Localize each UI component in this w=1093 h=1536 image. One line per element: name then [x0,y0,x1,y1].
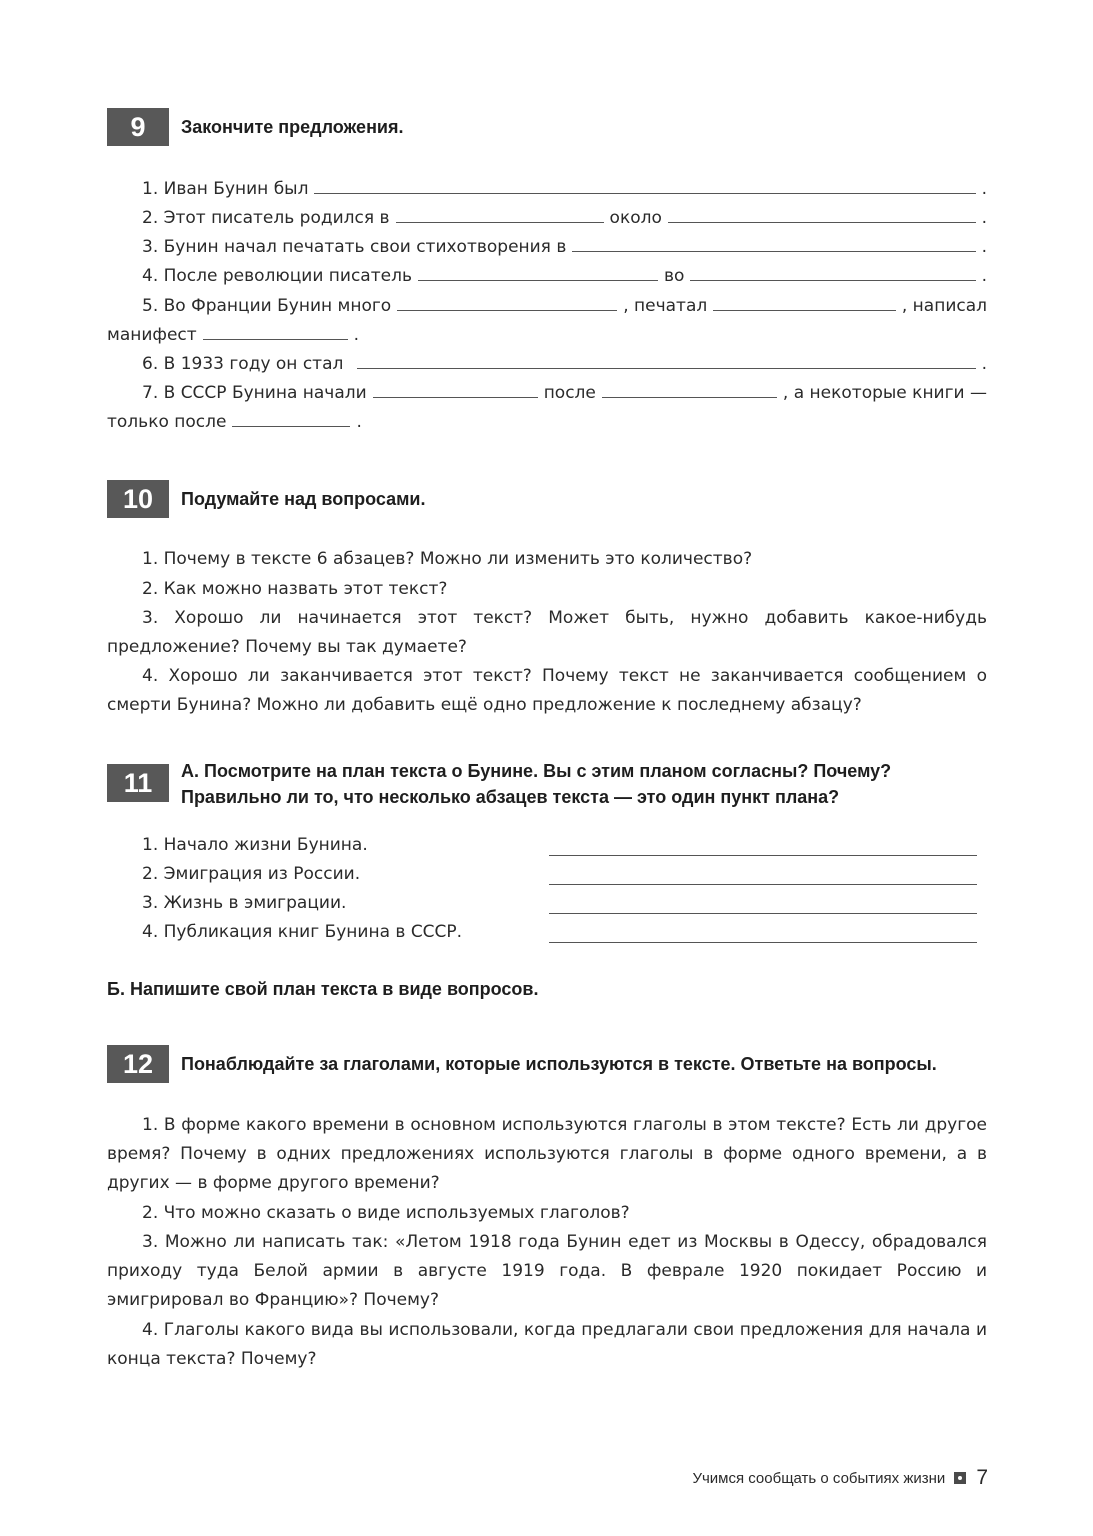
task-9-number-badge: 9 [107,108,169,146]
plan-item-1: 1. Начало жизни Бунина. [142,835,368,855]
task-10-question-1: 1. Почему в тексте 6 абзацев? Можно ли изменить это количество? [142,549,753,569]
task-11-title: А. Посмотрите на план текста о Бунине. Вы с этим планом согласны? Почему? Правильно ли то, что несколько абзацев текста — это один пункт плана? [181,761,892,807]
item-6-text: 6. В 1933 году он стал [142,354,344,374]
plan-item-2: 2. Эмиграция из России. [142,864,361,884]
item-2-text-b: около [609,208,662,228]
task-9-item-6 [142,349,987,378]
period: . [981,266,987,286]
square-bullet-icon [954,1472,966,1484]
page-number: 7 [976,1466,988,1489]
item-7-text-d: только после [107,412,227,432]
item-7-text-c: , а некоторые книги — [782,383,987,403]
plan-item-4: 4. Публикация книг Бунина в СССР. [142,922,463,942]
task-9-item-4 [142,261,987,290]
period: . [356,412,362,432]
plan-answer-line-4[interactable] [549,942,977,943]
task-12-question-4: 4. Глаголы какого вида вы использовали, когда предлагали свои предложения для начала и конца текста? Почему? [107,1320,987,1370]
task-9-item-7 [142,378,987,407]
answer-blank[interactable] [232,407,350,427]
task-9-item-3 [142,232,987,261]
task-9-item-2 [142,203,987,232]
period: . [981,237,987,257]
answer-blank[interactable] [357,349,975,369]
item-1-text: 1. Иван Бунин был [142,179,309,199]
task-9-item-5-cont [107,320,367,349]
answer-blank[interactable] [572,232,975,252]
item-4-text-a: 4. После революции писатель [142,266,412,286]
task-9-title: Закончите предложения. [181,117,404,137]
task-11-number-badge: 11 [107,764,169,802]
answer-blank[interactable] [668,203,976,223]
task-10-question-4: 4. Хорошо ли заканчивается этот текст? Почему текст не заканчивается сообщением о смерти Бунина? Можно ли добавить ещё одно предложение к последнему абзацу? [107,666,987,716]
answer-blank[interactable] [713,291,896,311]
task-9-item-7-cont [107,407,367,436]
plan-answer-line-3[interactable] [549,913,977,914]
period: . [981,354,987,374]
period: . [981,179,987,199]
item-3-text: 3. Бунин начал печатать свои стихотворения в [142,237,567,257]
plan-answer-line-1[interactable] [549,855,977,856]
answer-blank[interactable] [418,261,658,281]
period: . [981,208,987,228]
task-9-item-5 [142,291,987,320]
plan-answer-line-2[interactable] [549,884,977,885]
task-12-question-2: 2. Что можно сказать о виде используемых глаголов? [142,1203,630,1223]
item-2-text-a: 2. Этот писатель родился в [142,208,390,228]
page-footer [692,1466,988,1490]
task-12-number-badge: 12 [107,1045,169,1083]
answer-blank[interactable] [690,261,975,281]
task-11-subtitle-b: Б. Напишите свой план текста в виде вопросов. [107,979,539,999]
task-9-item-1 [142,174,987,203]
item-5-text-a: 5. Во Франции Бунин много [142,296,392,316]
task-12-question-3: 3. Можно ли написать так: «Летом 1918 года Бунин едет из Москвы в Одессу, обрадовался приходу туда Белой армии в августе 1919 года. В феврале 1920 покидает Россию и эмигрировал во Францию»? Почему? [107,1232,987,1311]
item-4-text-b: во [663,266,685,286]
item-5-text-b: , печатал [623,296,708,316]
answer-blank[interactable] [314,174,975,194]
task-12-question-1: 1. В форме какого времени в основном используются глаголы в этом тексте? Есть ли другое время? Почему в одних предложениях используются глаголы в форме одного времени, а в других — в форме другого времени? [107,1115,987,1194]
task-10-number-badge: 10 [107,480,169,518]
period: . [353,325,360,345]
task-10-title: Подумайте над вопросами. [181,489,426,509]
item-5-text-d: манифест [107,325,197,345]
answer-blank[interactable] [373,378,538,398]
task-12-title: Понаблюдайте за глаголами, которые используются в тексте. Ответьте на вопросы. [181,1054,937,1074]
answer-blank[interactable] [203,320,348,340]
task-10-question-3: 3. Хорошо ли начинается этот текст? Может быть, нужно добавить какое-нибудь предложение? Почему вы так думаете? [107,608,987,658]
item-5-text-c: , написал [901,296,987,316]
task-10-question-2: 2. Как можно назвать этот текст? [142,579,448,599]
item-7-text-a: 7. В СССР Бунина начали [142,383,367,403]
answer-blank[interactable] [396,203,604,223]
answer-blank[interactable] [602,378,777,398]
item-7-text-b: после [543,383,596,403]
answer-blank[interactable] [397,291,617,311]
plan-item-3: 3. Жизнь в эмиграции. [142,893,347,913]
footer-section-title: Учимся сообщать о событиях жизни [692,1469,946,1487]
